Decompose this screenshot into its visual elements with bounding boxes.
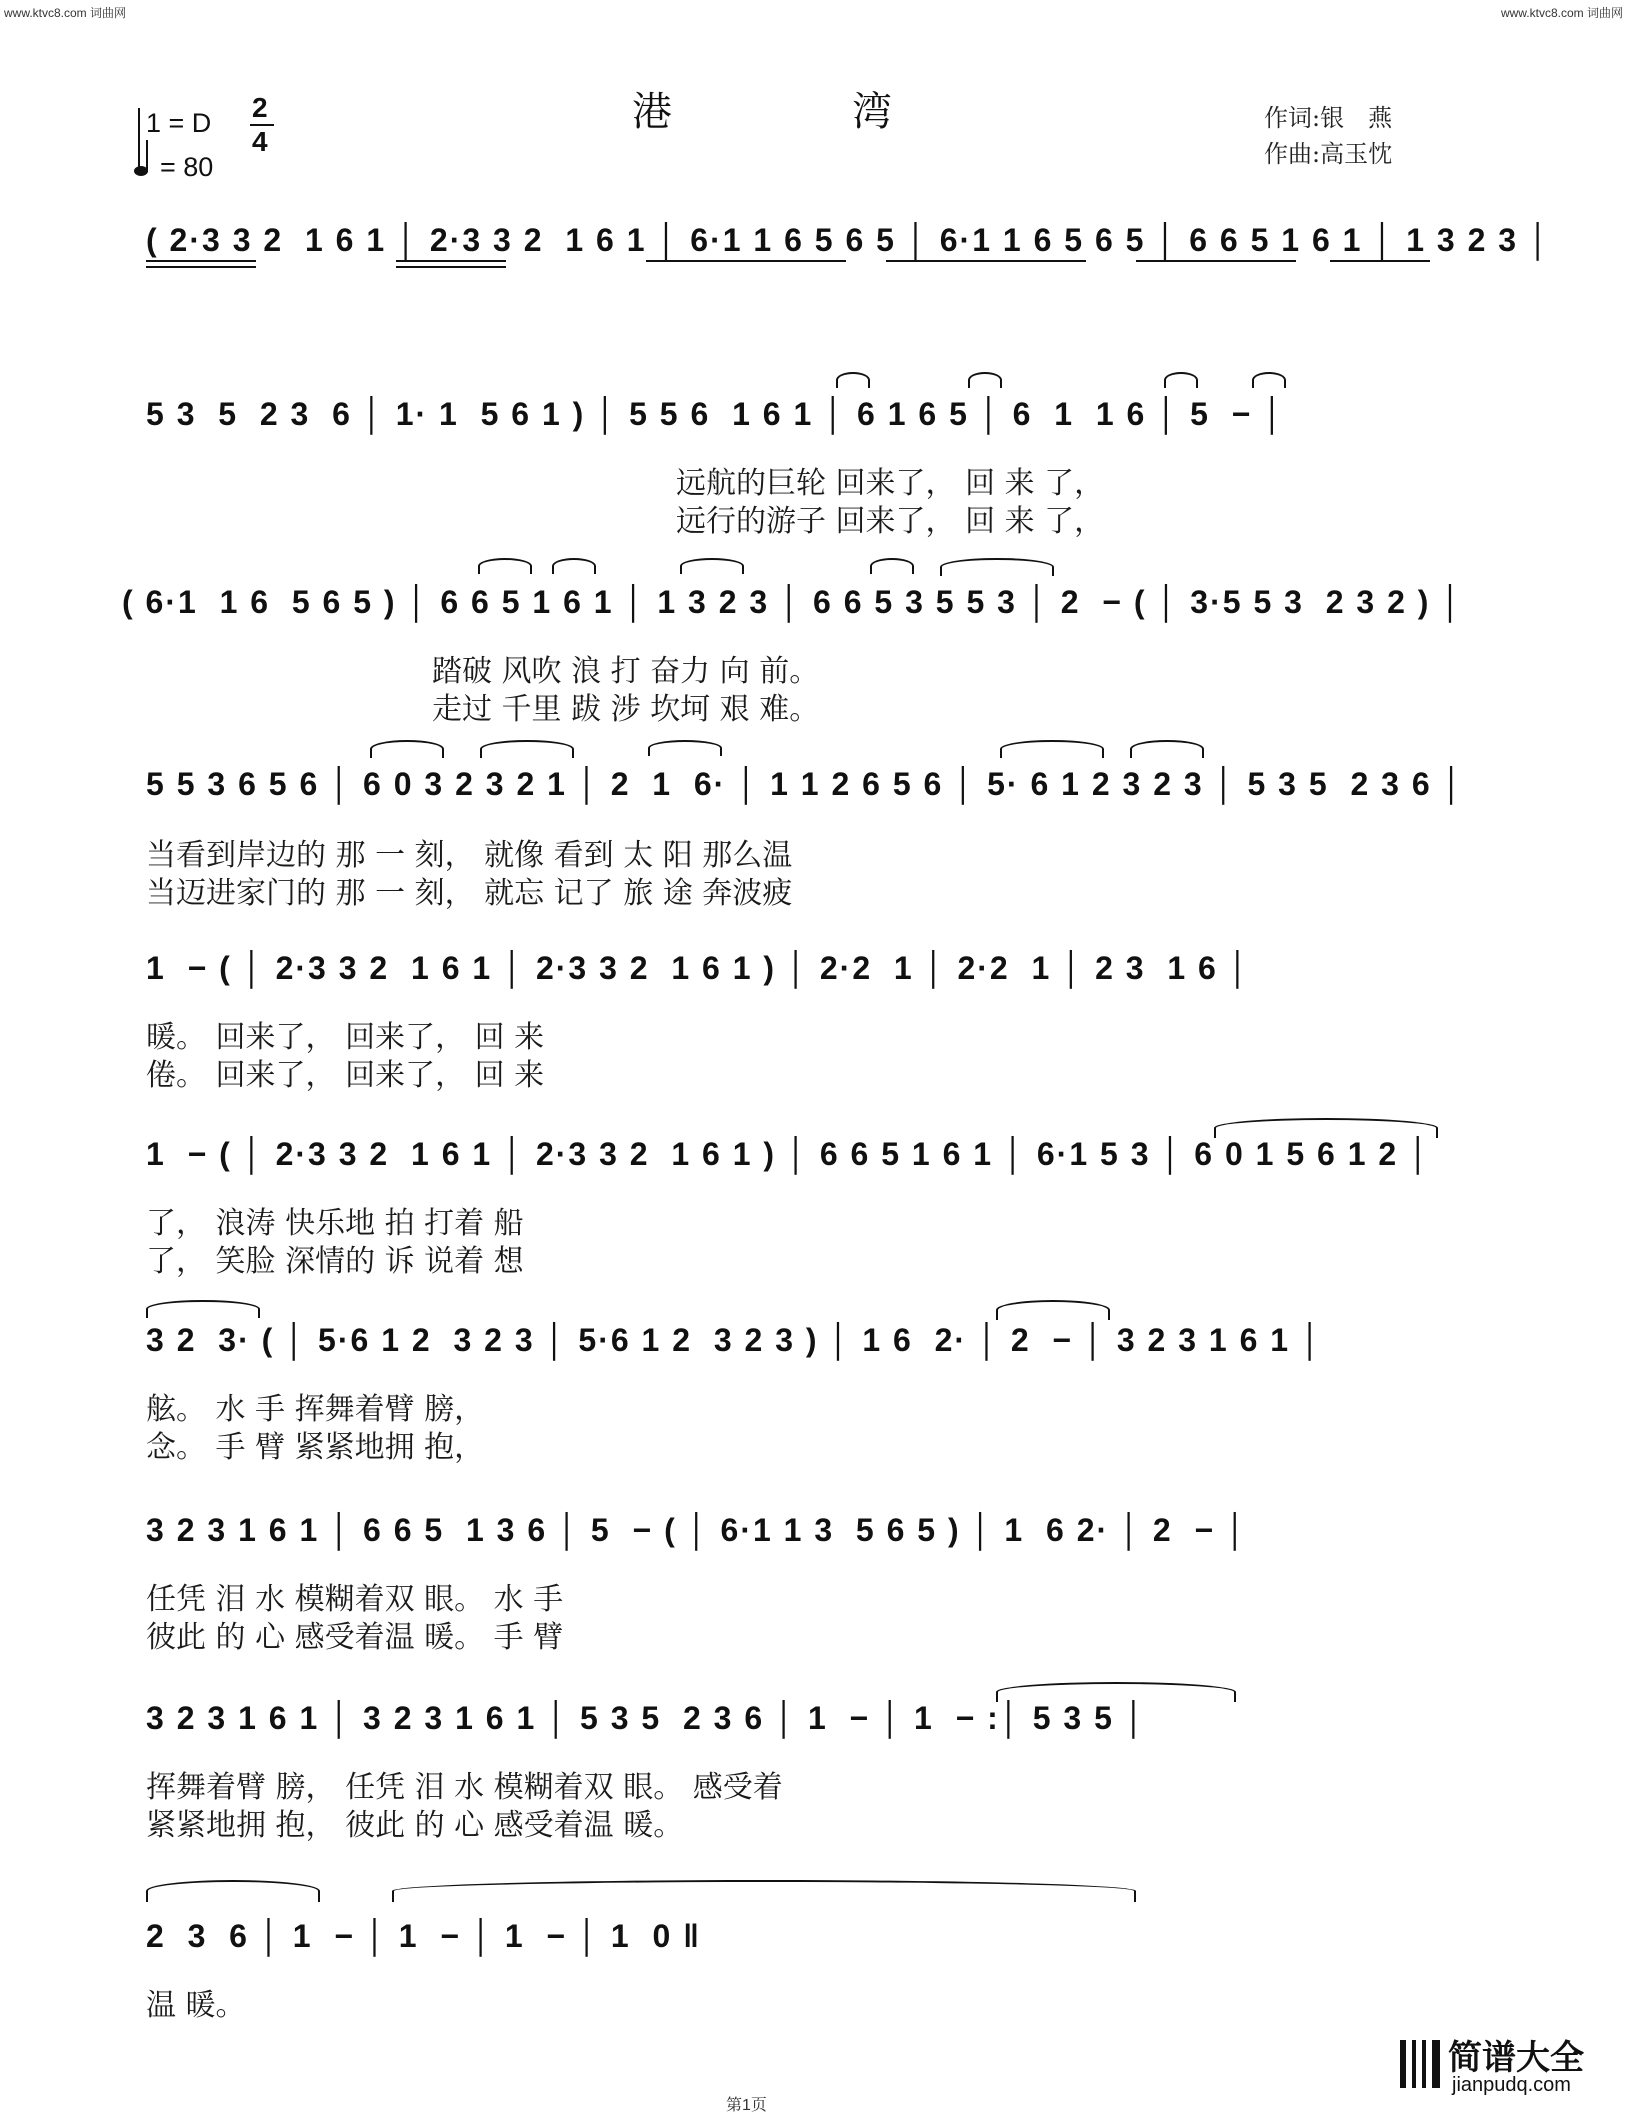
lyric-row-9-verse-2: 紧紧地拥 抱， 彼此 的 心 感受着温 暖。 [146,1808,684,1843]
beam [646,260,846,262]
site-watermark-left: www.ktvc8.com 词曲网 [4,6,127,20]
slur [370,740,444,758]
notes-row-2: 5 3 5 2 3 6 │ 1· 1 5 6 1 ) │ 5 5 6 1 6 1 │ 6 1 6 5 │ 6 1 1 6 │ 5 − │ [146,396,1286,432]
slur [1130,740,1204,758]
slur [1252,372,1286,388]
slur [836,372,870,388]
lyric-row-10-verse-1: 温 暖。 [146,1988,246,2023]
lyric-row-6-verse-1: 了， 浪涛 快乐地 拍 打着 船 [146,1206,524,1241]
beam [886,260,1086,262]
lyric-row-2-verse-2: 远行的游子 回来了， 回 来 了， [676,504,1105,539]
lyric-row-8-verse-1: 任凭 泪 水 模糊着双 眼。 水 手 [146,1582,564,1617]
time-sig-bottom: 4 [252,126,270,157]
notes-row-8: 3 2 3 1 6 1 │ 6 6 5 1 3 6 │ 5 − ( │ 6·1 1 3 5 6 5 ) │ 1 6 2· │ 2 − │ [146,1512,1249,1548]
slur [680,558,744,574]
slur [478,558,532,574]
beam [146,266,256,268]
lyric-row-8-verse-2: 彼此 的 心 感受着温 暖。 手 臂 [146,1620,564,1655]
slur [480,740,574,758]
quarter-note-stem [146,140,148,172]
lyric-row-5-verse-2: 倦。 回来了， 回来了， 回 来 [146,1058,545,1093]
slur [870,558,914,574]
song-title: 港湾 [632,89,1072,135]
slur [648,740,722,756]
lyric-row-5-verse-1: 暖。 回来了， 回来了， 回 来 [146,1020,545,1055]
notes-row-6: 1 − ( │ 2·3 3 2 1 6 1 │ 2·3 3 2 1 6 1 ) │ 6 6 5 1 6 1 │ 6·1 5 3 │ 6 0 1 5 6 1 2 │ [146,1136,1432,1172]
lyric-row-3-verse-2: 走过 千里 跋 涉 坎坷 艰 难。 [432,692,820,727]
beam [146,260,256,262]
slur [996,1682,1236,1702]
slur [392,1880,1136,1902]
key-stem [138,108,140,168]
lyric-row-2-verse-1: 远航的巨轮 回来了， 回 来 了， [676,466,1105,501]
logo-url: jianpudq.com [1452,2074,1571,2096]
notes-row-1: ( 2·3 3 2 1 6 1 │ 2·3 3 2 1 6 1 │ 6·1 1 6 5 6 5 │ 6·1 1 6 5 6 5 │ 6 6 5 1 6 1 │ 1 3 2 3 │ [146,222,1551,258]
page-number: 第1页 [726,2097,767,2114]
lyric-row-3-verse-1: 踏破 风吹 浪 打 奋力 向 前。 [432,654,820,689]
piano-key [1426,2040,1432,2088]
slur [1000,740,1104,758]
tempo-mark: = 80 [160,152,214,182]
lyric-row-7-verse-2: 念。 手 臂 紧紧地拥 抱， [146,1430,485,1465]
time-sig-top: 2 [252,92,270,123]
piano-key [1416,2040,1422,2088]
notes-row-10: 2 3 6 │ 1 − │ 1 − │ 1 − │ 1 0 ‖ [146,1918,702,1954]
lyricist: 作词:银 燕 [1264,104,1393,132]
slur [552,558,596,574]
piano-logo-icon [1400,2040,1440,2088]
slur [1164,372,1198,388]
composer: 作曲:高玉忱 [1264,140,1393,168]
slur [1214,1118,1438,1138]
lyric-row-9-verse-1: 挥舞着臂 膀， 任凭 泪 水 模糊着双 眼。 感受着 [146,1770,783,1805]
beam [396,266,506,268]
beam [396,260,506,262]
beam [1330,260,1430,262]
key-signature: 1 = D [146,108,212,138]
slur [146,1880,320,1902]
notes-row-5: 1 − ( │ 2·3 3 2 1 6 1 │ 2·3 3 2 1 6 1 ) │ 2·2 1 │ 2·2 1 │ 2 3 1 6 │ [146,950,1251,986]
lyric-row-7-verse-1: 舷。 水 手 挥舞着臂 膀， [146,1392,485,1427]
notes-row-9: 3 2 3 1 6 1 │ 3 2 3 1 6 1 │ 5 3 5 2 3 6 │ 1 − │ 1 − :│ 5 3 5 │ [146,1700,1147,1736]
slur [996,1300,1110,1320]
lyric-row-6-verse-2: 了， 笑脸 深情的 诉 说着 想 [146,1244,524,1279]
slur [146,1300,260,1318]
logo-text: 简谱大全 [1448,2038,1584,2078]
piano-key [1406,2040,1412,2088]
beam [1136,260,1296,262]
notes-row-7: 3 2 3· ( │ 5·6 1 2 3 2 3 │ 5·6 1 2 3 2 3 ) │ 1 6 2· │ 2 − │ 3 2 3 1 6 1 │ [146,1322,1323,1358]
slur [968,372,1002,388]
notes-row-3: ( 6·1 1 6 5 6 5 ) │ 6 6 5 1 6 1 │ 1 3 2 3 │ 6 6 5 3 5 5 3 │ 2 − ( │ 3·5 5 3 2 3 2 ) │ [122,584,1464,620]
lyric-row-4-verse-1: 当看到岸边的 那 一 刻， 就像 看到 太 阳 那么温 [146,838,793,873]
slur [940,558,1054,576]
lyric-row-4-verse-2: 当迈进家门的 那 一 刻， 就忘 记了 旅 途 奔波疲 [146,876,793,911]
notes-row-4: 5 5 3 6 5 6 │ 6 0 3 2 3 2 1 │ 2 1 6· │ 1 1 2 6 5 6 │ 5· 6 1 2 3 2 3 │ 5 3 5 2 3 6 │ [146,766,1465,802]
site-watermark-right: www.ktvc8.com 词曲网 [1500,6,1623,20]
